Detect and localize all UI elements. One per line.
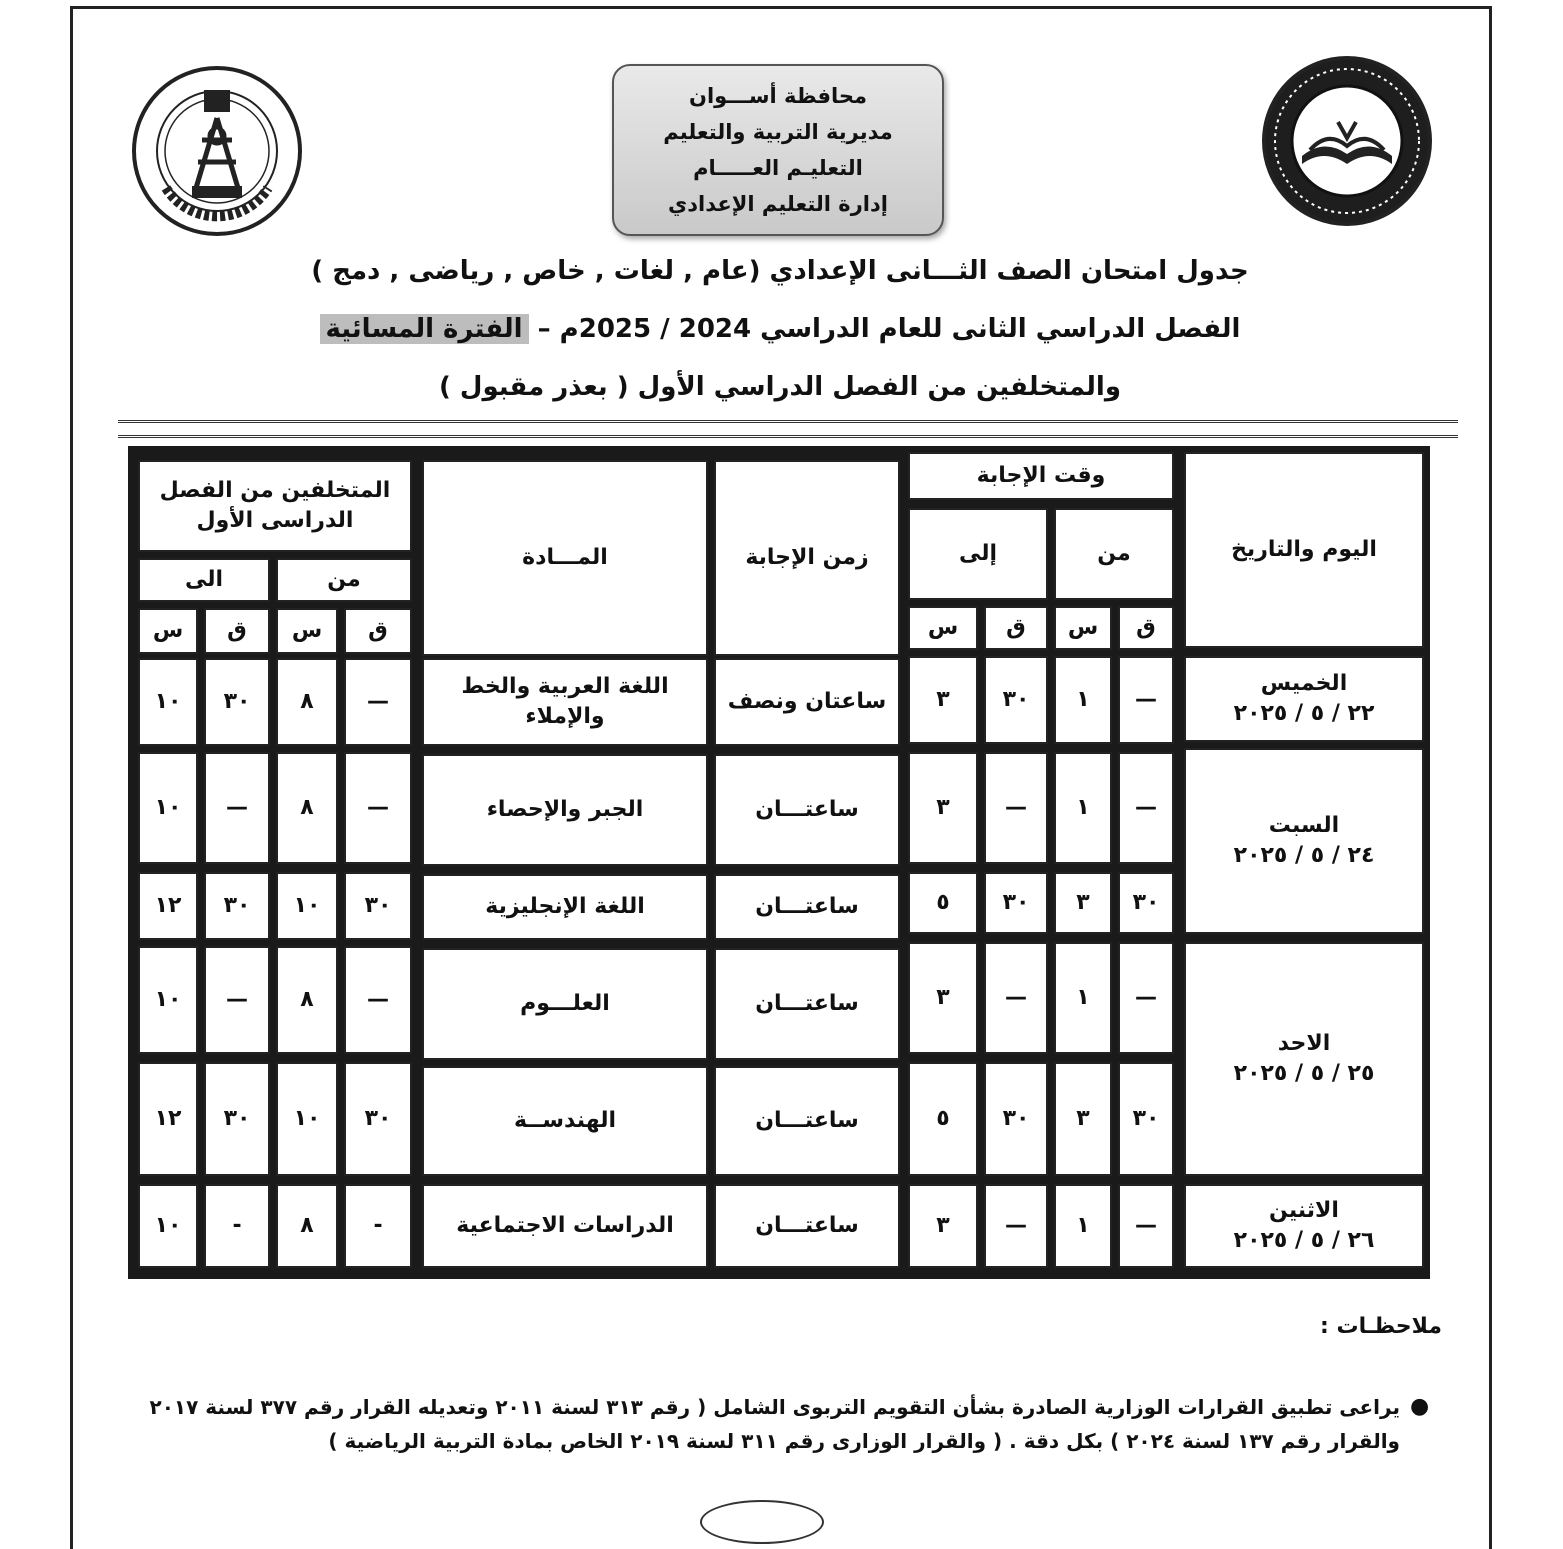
row-to-s: ٣ (908, 656, 978, 744)
row-laggards-from-s: ٨ (276, 946, 338, 1054)
prep-administration-line: إدارة التعليم الإعدادي (668, 192, 888, 216)
row-to-q: — (984, 752, 1048, 864)
header-answer-time: وقت الإجابة (908, 452, 1174, 500)
day-cell-monday (1184, 1184, 1424, 1268)
row-laggards-to-q: — (204, 752, 270, 864)
row-from-s: ١ (1054, 1184, 1112, 1268)
notes-bullet-text: يراعى تطبيق القرارات الوزارية الصادرة بشأن التقويم التربوى الشامل ( رقم ٣١٣ لسنة ٢٠١١ وتعديله القرار رقم ٣٧٧ لسنة ٢٠١٧ والقرار رقم ١٣٧ لسنة ٢٠٢٤ ) بكل دقة . ( والقرار الوزارى رقم ٣١١ لسنة ٢٠١٩ الخاص بمادة التربية الرياضية ) (149, 1395, 1400, 1453)
row-duration: ساعتـــان (714, 1066, 900, 1176)
row-to-s: ٥ (908, 1062, 978, 1176)
row-laggards-to-s: ١٢ (138, 1062, 198, 1176)
row-laggards-to-s: ١٠ (138, 946, 198, 1054)
row-from-q: ٣٠ (1118, 1062, 1174, 1176)
row-from-s: ١ (1054, 942, 1112, 1054)
signature-mark (700, 1500, 824, 1544)
row-laggards-to-s: ١٠ (138, 752, 198, 864)
header-laggards-to: الى (138, 558, 270, 602)
row-from-s: ١ (1054, 656, 1112, 744)
day-cell-sunday (1184, 942, 1424, 1176)
laggards-title: والمتخلفين من الفصل الدراسي الأول ( بعذر مقبول ) (439, 372, 1121, 402)
row-to-q: ٣٠ (984, 872, 1048, 934)
directorate-line: مديرية التربية والتعليم (663, 120, 893, 144)
row-to-q: ٣٠ (984, 656, 1048, 744)
header-from-s: س (1054, 606, 1112, 650)
header-day-date: اليوم والتاريخ (1184, 452, 1424, 648)
header-duration: زمن الإجابة (714, 460, 900, 656)
double-dashed-divider (118, 420, 1458, 438)
row-laggards-from-q: ٣٠ (344, 872, 412, 940)
row-subject: الهندســة (422, 1066, 708, 1176)
row-laggards-to-q: — (204, 946, 270, 1054)
governorate-line: محافظة أســـوان (689, 84, 867, 108)
row-from-q: — (1118, 752, 1174, 864)
row-laggards-to-s: ١٠ (138, 1184, 198, 1268)
row-duration: ساعتان ونصف (714, 658, 900, 746)
day-name: الاثنين (1269, 1198, 1339, 1223)
header-from: من (1054, 508, 1174, 600)
row-laggards-from-q: — (344, 752, 412, 864)
administration-seal-logo (1262, 56, 1432, 226)
header-from-q: ق (1118, 606, 1174, 650)
row-subject: اللغة العربية والخط والإملاء (422, 658, 708, 746)
row-laggards-to-q: ٣٠ (204, 872, 270, 940)
header-laggards-to-s: س (138, 608, 198, 654)
row-from-s: ١ (1054, 752, 1112, 864)
row-from-q: — (1118, 656, 1174, 744)
day-date: ٢٥ / ٥ / ٢٠٢٥ (1233, 1061, 1375, 1086)
row-laggards-from-s: ٨ (276, 752, 338, 864)
seal-graphic (136, 70, 298, 232)
row-subject: اللغة الإنجليزية (422, 874, 708, 940)
header-laggards-to-q: ق (204, 608, 270, 654)
row-laggards-from-s: ٨ (276, 658, 338, 746)
day-date: ٢٦ / ٥ / ٢٠٢٥ (1233, 1228, 1375, 1253)
row-laggards-from-s: ١٠ (276, 1062, 338, 1176)
row-laggards-to-s: ١٠ (138, 658, 198, 746)
day-cell-saturday (1184, 748, 1424, 934)
evening-period-highlight: الفترة المسائية (320, 314, 529, 344)
header-to-s: س (908, 606, 978, 650)
row-subject: العلـــوم (422, 948, 708, 1060)
header-laggards-from-s: س (276, 608, 338, 654)
header-laggards-from-q: ق (344, 608, 412, 654)
row-laggards-to-q: ٣٠ (204, 658, 270, 746)
row-from-q: ٣٠ (1118, 872, 1174, 934)
row-to-s: ٣ (908, 942, 978, 1054)
row-laggards-from-q: — (344, 658, 412, 746)
row-to-s: ٥ (908, 872, 978, 934)
day-date: ٢٤ / ٥ / ٢٠٢٥ (1233, 843, 1375, 868)
header-subject: المـــادة (422, 460, 708, 656)
row-duration: ساعتـــان (714, 1184, 900, 1268)
day-date: ٢٢ / ٥ / ٢٠٢٥ (1233, 701, 1375, 726)
row-to-s: ٣ (908, 1184, 978, 1268)
row-to-s: ٣ (908, 752, 978, 864)
row-laggards-from-q: - (344, 1184, 412, 1268)
header-laggards-from: من (276, 558, 412, 602)
row-from-q: — (1118, 942, 1174, 1054)
day-cell-thursday (1184, 656, 1424, 742)
row-laggards-from-q: ٣٠ (344, 1062, 412, 1176)
row-duration: ساعتـــان (714, 874, 900, 940)
general-education-line: التعليـم العـــــام (693, 156, 863, 180)
exam-title: جدول امتحان الصف الثـــانى الإعدادي (عام , لغات , خاص , رياضى , دمج ) (311, 256, 1249, 286)
row-from-s: ٣ (1054, 872, 1112, 934)
row-duration: ساعتـــان (714, 754, 900, 866)
authority-header-box (612, 64, 944, 236)
row-from-s: ٣ (1054, 1062, 1112, 1176)
header-laggards: المتخلفين من الفصل الدراسى الأول (138, 460, 412, 552)
bullet-icon: ● (1410, 1394, 1430, 1419)
exam-schedule-table (128, 446, 1430, 1279)
notes-label: ملاحظـات : (1320, 1314, 1442, 1339)
book-emblem-graphic (1266, 60, 1428, 222)
day-name: السبت (1268, 813, 1340, 838)
row-subject: الجبر والإحصاء (422, 754, 708, 866)
row-subject: الدراسات الاجتماعية (422, 1184, 708, 1268)
directorate-seal-logo (132, 66, 302, 236)
day-name: الخميس (1260, 671, 1348, 696)
semester-year: الفصل الدراسي الثانى للعام الدراسي 2024 / 2025م – (528, 314, 1241, 344)
row-from-q: — (1118, 1184, 1174, 1268)
header-to: إلى (908, 508, 1048, 600)
row-laggards-from-s: ١٠ (276, 872, 338, 940)
day-name: الاحد (1277, 1031, 1331, 1056)
row-to-q: — (984, 1184, 1048, 1268)
row-laggards-to-q: ٣٠ (204, 1062, 270, 1176)
semester-title (260, 314, 1300, 344)
header-to-q: ق (984, 606, 1048, 650)
row-laggards-from-q: — (344, 946, 412, 1054)
row-to-q: — (984, 942, 1048, 1054)
row-laggards-to-s: ١٢ (138, 872, 198, 940)
row-duration: ساعتـــان (714, 948, 900, 1060)
row-laggards-from-s: ٨ (276, 1184, 338, 1268)
row-laggards-to-q: - (204, 1184, 270, 1268)
row-to-q: ٣٠ (984, 1062, 1048, 1176)
